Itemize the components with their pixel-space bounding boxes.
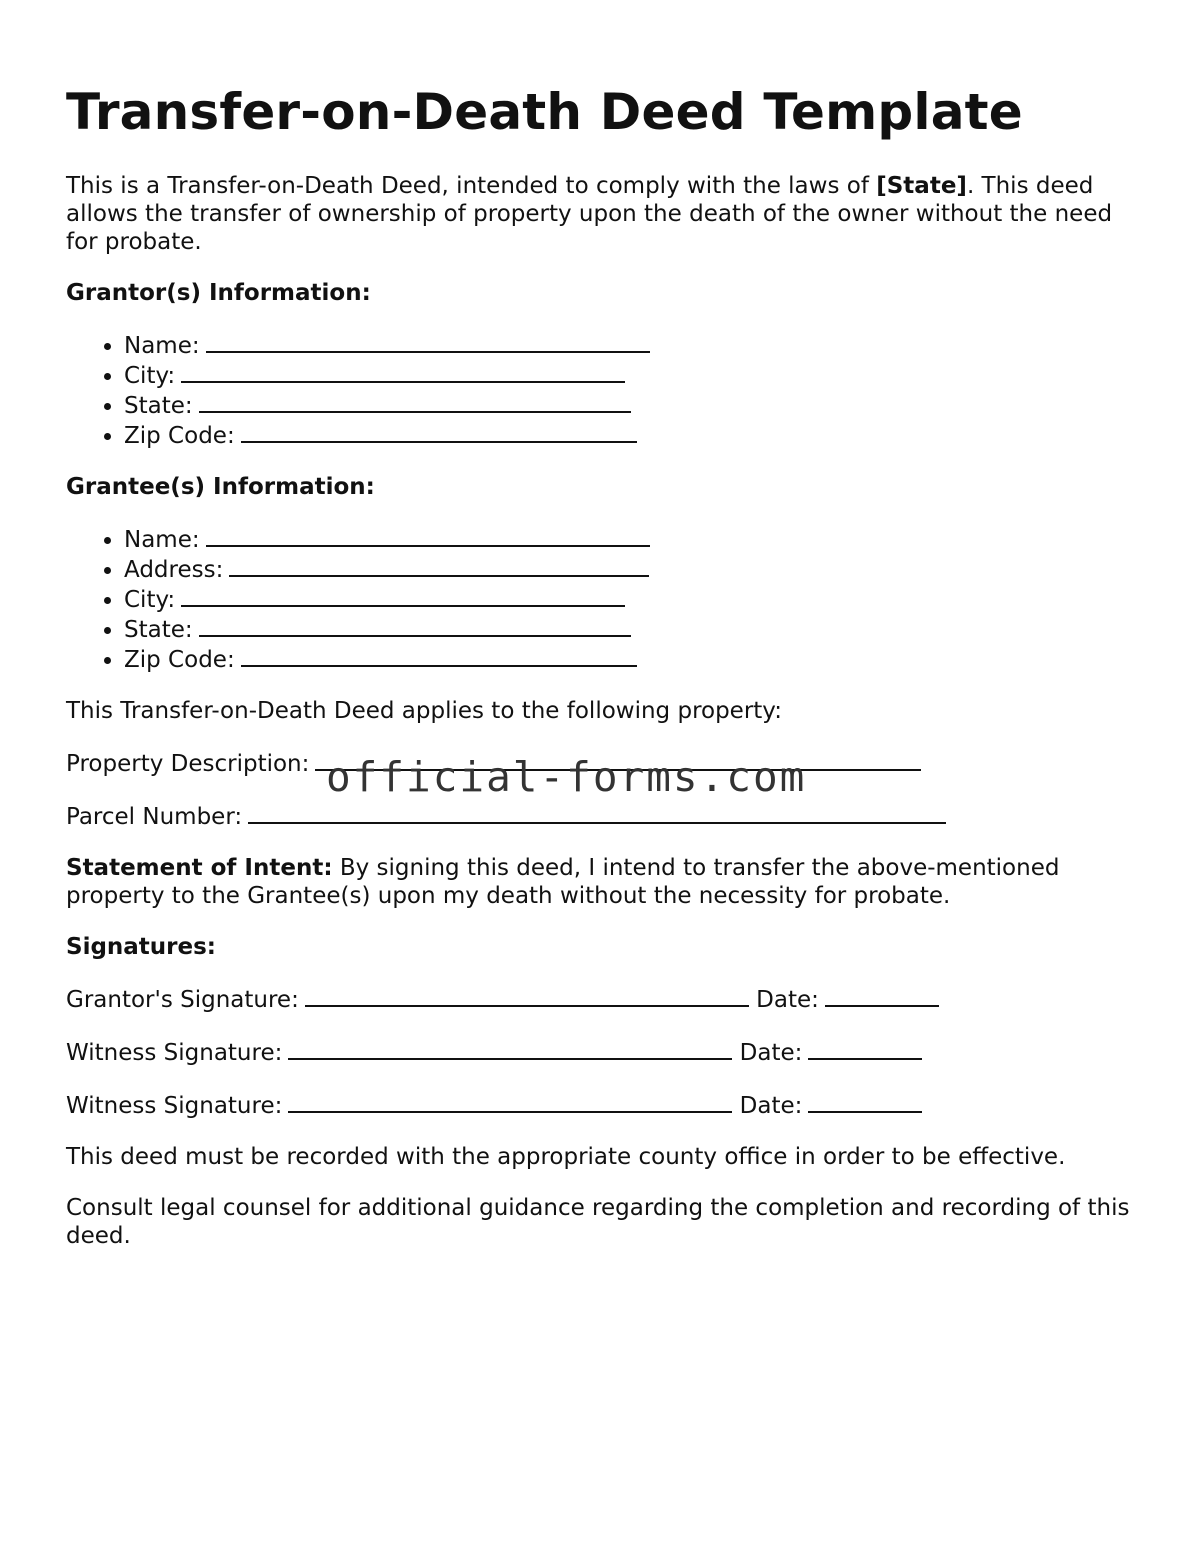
grantee-zip-blank[interactable]	[241, 644, 637, 667]
grantor-name-label: Name:	[124, 333, 200, 359]
witness1-date-blank[interactable]	[808, 1037, 922, 1060]
witness1-signature-label: Witness Signature:	[66, 1040, 283, 1066]
watermark: official-forms.com	[326, 753, 807, 801]
grantee-zip-field[interactable]	[124, 644, 1131, 674]
grantor-date-label: Date:	[756, 987, 819, 1013]
property-intro: This Transfer-on-Death Deed applies to the following property:	[66, 698, 782, 724]
grantee-name-blank[interactable]	[206, 524, 650, 547]
grantor-zip-label: Zip Code:	[124, 423, 235, 449]
witness2-date-blank[interactable]	[808, 1090, 922, 1113]
grantee-name-label: Name:	[124, 527, 200, 553]
grantor-name-blank[interactable]	[206, 330, 650, 353]
grantor-heading: Grantor(s) Information:	[66, 280, 371, 306]
grantor-date-blank[interactable]	[825, 984, 939, 1007]
witness2-date-label: Date:	[739, 1093, 803, 1119]
grantor-zip-field[interactable]	[124, 420, 1131, 450]
witness1-date-label: Date:	[739, 1040, 803, 1066]
grantee-fields-list	[66, 524, 1131, 674]
grantee-city-field[interactable]	[124, 584, 1131, 614]
grantor-state-blank[interactable]	[199, 390, 631, 413]
recording-note: This deed must be recorded with the appropriate county office in order to be effective.	[66, 1144, 1066, 1170]
property-description-label: Property Description:	[66, 751, 310, 777]
grantor-fields-list	[66, 330, 1131, 450]
intro-text-before: This is a Transfer-on-Death Deed, intended to comply with the laws of	[66, 173, 877, 199]
grantor-zip-blank[interactable]	[241, 420, 637, 443]
grantor-state-field[interactable]	[124, 390, 1131, 420]
grantee-address-label: Address:	[124, 557, 224, 583]
grantor-signature-line[interactable]	[66, 984, 1131, 1014]
statement-text: By signing this deed, I intend to transfer the above-mentioned property to the Grantee(s) upon my death without the necessity for probate.	[66, 855, 1060, 909]
grantee-address-field[interactable]	[124, 554, 1131, 584]
grantor-signature-blank[interactable]	[305, 984, 749, 1007]
grantee-city-blank[interactable]	[181, 584, 625, 607]
grantor-state-label: State:	[124, 393, 193, 419]
witness2-signature-blank[interactable]	[288, 1090, 732, 1113]
intro-paragraph	[66, 172, 1131, 256]
state-placeholder: [State]	[876, 173, 967, 199]
witness1-signature-line[interactable]	[66, 1037, 1131, 1067]
statement-label: Statement of Intent:	[66, 855, 333, 881]
grantee-state-field[interactable]	[124, 614, 1131, 644]
grantor-name-field[interactable]	[124, 330, 1131, 360]
grantee-heading: Grantee(s) Information:	[66, 474, 375, 500]
statement-of-intent	[66, 854, 1131, 910]
grantee-state-label: State:	[124, 617, 193, 643]
parcel-number-label: Parcel Number:	[66, 804, 243, 830]
intro-text-after: . This deed allows the transfer of ownership of property upon the death of the owner without the need for probate.	[66, 173, 1113, 255]
parcel-number-field[interactable]	[66, 801, 1131, 831]
parcel-number-blank[interactable]	[248, 801, 946, 824]
witness1-signature-blank[interactable]	[288, 1037, 732, 1060]
page-title: Transfer-on-Death Deed Template	[66, 83, 1023, 141]
grantee-address-blank[interactable]	[229, 554, 649, 577]
grantee-city-label: City:	[124, 587, 176, 613]
grantor-city-label: City:	[124, 363, 176, 389]
signatures-heading: Signatures:	[66, 934, 217, 960]
witness2-signature-label: Witness Signature:	[66, 1093, 283, 1119]
grantor-signature-label: Grantor's Signature:	[66, 987, 299, 1013]
grantee-name-field[interactable]	[124, 524, 1131, 554]
counsel-note: Consult legal counsel for additional guidance regarding the completion and recording of this deed.	[66, 1195, 1130, 1249]
grantee-zip-label: Zip Code:	[124, 647, 235, 673]
grantor-city-blank[interactable]	[181, 360, 625, 383]
witness2-signature-line[interactable]	[66, 1090, 1131, 1120]
document-page	[66, 78, 1131, 1250]
grantor-city-field[interactable]	[124, 360, 1131, 390]
grantee-state-blank[interactable]	[199, 614, 631, 637]
